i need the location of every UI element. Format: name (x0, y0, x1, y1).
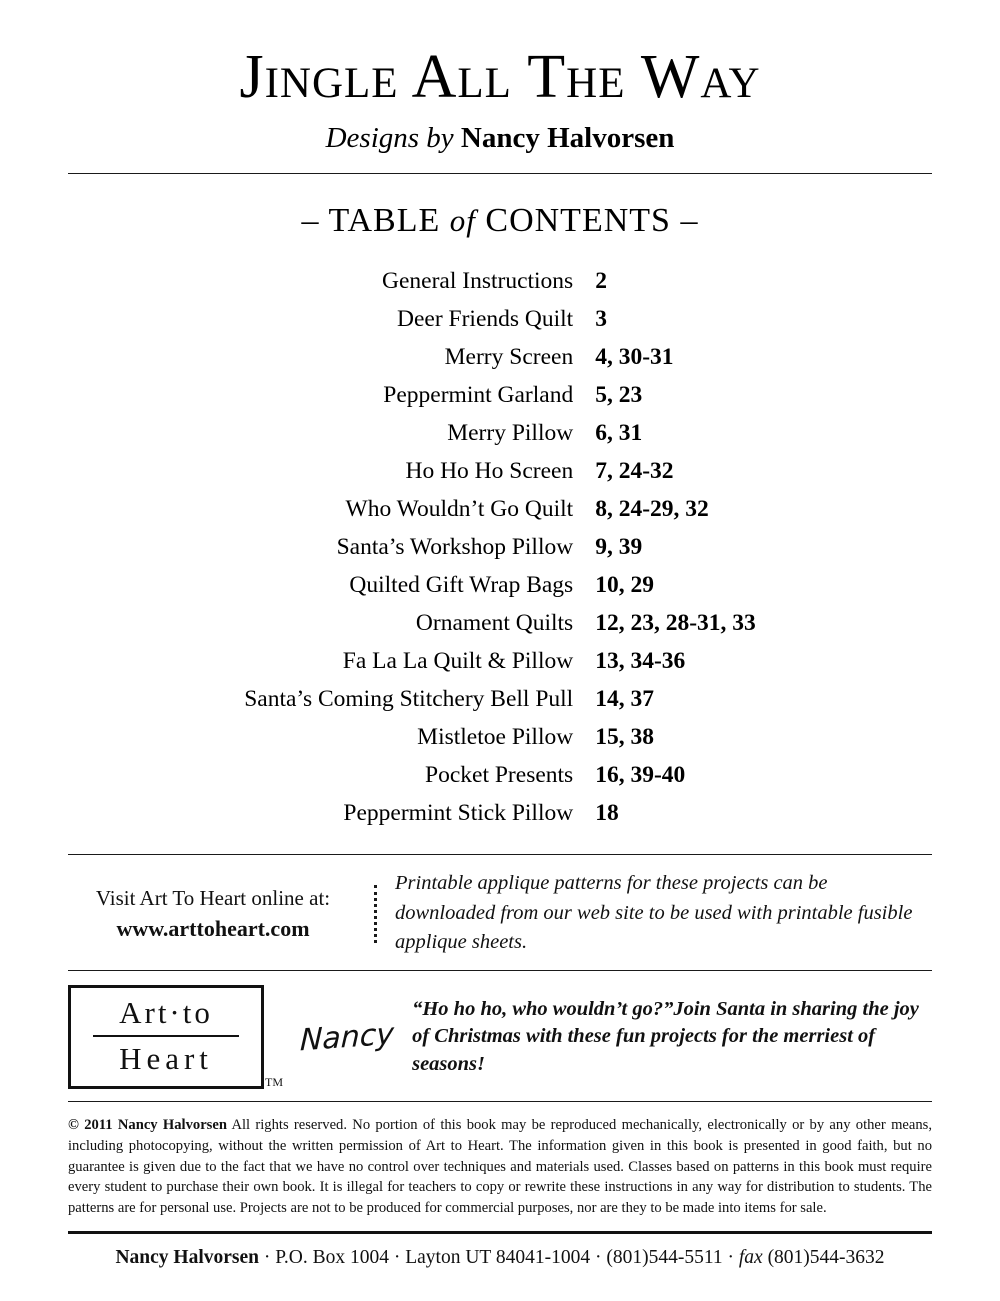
toc-entry-name: Quilted Gift Wrap Bags (349, 571, 574, 598)
divider-line (68, 173, 932, 174)
signature-nancy: Nancy (299, 1016, 395, 1059)
table-row[interactable] (244, 566, 756, 604)
logo-line-art-to: Art·to (119, 995, 213, 1031)
toc-heading-table: TABLE (328, 202, 441, 239)
toc-heading-of: of (449, 203, 476, 238)
toc-entry-name: Pocket Presents (425, 761, 574, 788)
table-row[interactable] (244, 604, 756, 642)
toc-entry-pages: 2 (595, 267, 607, 294)
printable-note: Printable applique patterns for these projects can be downloaded from our web site to be used with printable fusible applique sheets. (395, 872, 913, 954)
copyright-mark: © 2011 Nancy Halvorsen (68, 1117, 227, 1134)
toc-entry-name: Santa’s Coming Stitchery Bell Pull (244, 685, 574, 712)
art-to-heart-logo[interactable] (68, 985, 283, 1090)
logo-band (0, 985, 1000, 1089)
divider-above-copyright (0, 1101, 1000, 1102)
toc-entry-pages: 9, 39 (595, 533, 643, 560)
toc-entry-name: Ho Ho Ho Screen (405, 457, 574, 484)
toc-entry-name: Ornament Quilts (415, 609, 574, 636)
trademark-mark: TM (265, 1075, 283, 1090)
table-row[interactable] (244, 794, 756, 832)
table-row[interactable] (244, 300, 756, 338)
logo-line-heart: Heart (119, 1041, 213, 1077)
byline-prefix: Designs by (325, 122, 454, 154)
table-row[interactable] (244, 338, 756, 376)
toc-entry-pages: 13, 34-36 (595, 647, 686, 674)
divider-above-online (0, 854, 1000, 855)
website-link[interactable]: www.arttoheart.com (116, 915, 310, 941)
divider-above-footer (0, 1231, 1000, 1234)
online-band (0, 869, 1000, 958)
table-row[interactable] (244, 680, 756, 718)
toc-heading-dash-right: – (680, 202, 699, 239)
footer-name: Nancy Halvorsen (115, 1246, 259, 1268)
toc-entry-name: General Instructions (382, 267, 574, 294)
toc-heading-dash-left: – (301, 202, 320, 239)
divider-above-logo (0, 970, 1000, 971)
page-title: Jingle All The Way (239, 43, 761, 111)
title-block (0, 43, 1000, 155)
toc-entry-pages: 8, 24-29, 32 (595, 495, 709, 522)
footer-address: · P.O. Box 1004 · Layton UT 84041-1004 · (801)544-5511 · (258, 1246, 739, 1268)
dotted-divider (374, 885, 377, 943)
divider-line (68, 1231, 932, 1234)
toc-entry-pages: 4, 30-31 (595, 343, 674, 370)
table-row[interactable] (244, 490, 756, 528)
toc-entry-name: Peppermint Stick Pillow (343, 799, 574, 826)
toc-entry-pages: 6, 31 (595, 419, 643, 446)
toc-entry-name: Mistletoe Pillow (417, 723, 574, 750)
divider-top (0, 173, 1000, 174)
toc-entry-pages: 3 (595, 305, 607, 332)
toc-heading-contents: CONTENTS (485, 202, 671, 239)
toc-entry-name: Merry Screen (444, 343, 574, 370)
footer-contact (0, 1247, 1000, 1269)
promo-blurb: “Ho ho ho, who wouldn’t go?”Join Santa in sharing the joy of Christmas with these fun projects for the merriest of seasons! (412, 997, 919, 1075)
toc-entry-name: Fa La La Quilt & Pillow (342, 647, 574, 674)
toc-entry-pages: 14, 37 (595, 685, 654, 712)
toc-heading (0, 202, 1000, 240)
toc-entry-pages: 16, 39-40 (595, 761, 686, 788)
byline-author: Nancy Halvorsen (460, 122, 675, 154)
logo-inner-divider (93, 1035, 239, 1037)
table-row[interactable] (244, 642, 756, 680)
toc-entry-pages: 15, 38 (595, 723, 654, 750)
visit-line: Visit Art To Heart online at: (95, 885, 331, 910)
copyright-block (0, 1115, 1000, 1219)
byline (0, 122, 1000, 155)
toc-entry-pages: 5, 23 (595, 381, 643, 408)
toc-entry-name: Santa’s Workshop Pillow (336, 533, 574, 560)
toc-entry-name: Who Wouldn’t Go Quilt (345, 495, 574, 522)
toc-entry-pages: 12, 23, 28-31, 33 (595, 609, 756, 636)
toc-entry-name: Peppermint Garland (383, 381, 574, 408)
table-row[interactable] (244, 452, 756, 490)
table-row[interactable] (244, 414, 756, 452)
footer-fax-number: (801)544-3632 (762, 1246, 885, 1268)
footer-fax-label: fax (738, 1246, 763, 1268)
divider-line (68, 1101, 932, 1102)
divider-line (68, 854, 932, 855)
divider-line (68, 970, 932, 971)
table-row[interactable] (244, 718, 756, 756)
toc-entry-name: Merry Pillow (447, 419, 574, 446)
toc-entry-name: Deer Friends Quilt (396, 305, 574, 332)
table-row[interactable] (244, 756, 756, 794)
table-row[interactable] (244, 262, 756, 300)
online-left (68, 886, 370, 942)
table-row[interactable] (244, 376, 756, 414)
table-row[interactable] (244, 528, 756, 566)
toc-entry-pages: 18 (595, 799, 619, 826)
toc-entry-pages: 7, 24-32 (595, 457, 674, 484)
table-of-contents (244, 262, 756, 832)
toc-entry-pages: 10, 29 (595, 571, 654, 598)
copyright-text: All rights reserved. No portion of this book may be reproduced mechanically, electronically or by any other means, including photocopying, without the written permission of Art to Heart. The information given in this book is presented in good faith, but no guarantee is given due to the fact that we have no control over techniques and materials used. Classes based on patterns in this book must require every student to purchase their own book. It is illegal for teachers to copy or rewrite these instructions in any way for distribution to students. The patterns are for personal use. Projects are not to be produced for commercial purposes, nor are they to be made into items for sale. (68, 1117, 932, 1217)
